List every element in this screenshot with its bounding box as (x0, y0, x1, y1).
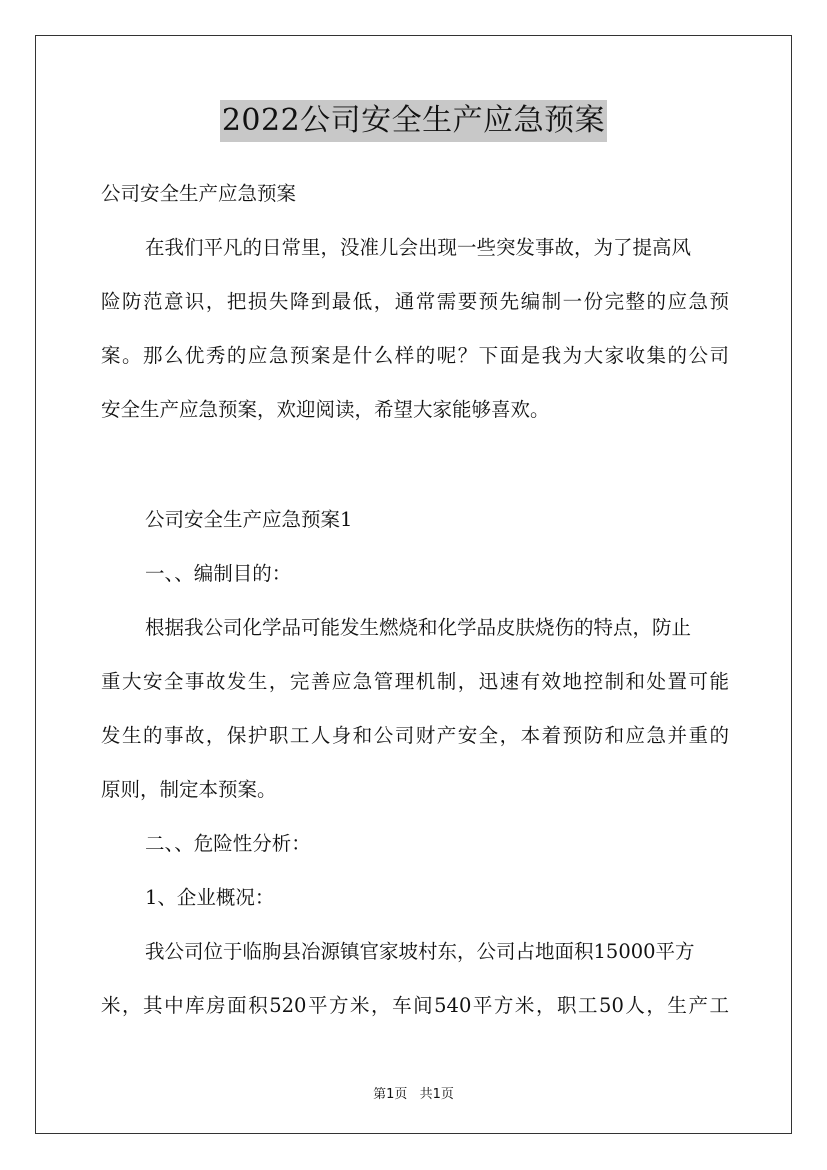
paragraph-line: 米，其中库房面积520平方米，车间540平方米，职工50人，生产工 (101, 994, 729, 1017)
paragraph-line: 险防范意识，把损失降到最低，通常需要预先编制一份完整的应急预 (101, 290, 729, 313)
paragraph-line: 原则，制定本预案。 (101, 778, 277, 801)
document-title: 2022公司安全生产应急预案 (220, 100, 607, 142)
section-heading: 1、企业概况： (145, 886, 275, 909)
paragraph-line: 案。那么优秀的应急预案是什么样的呢？下面是我为大家收集的公司 (101, 344, 729, 367)
paragraph-line: 重大安全事故发生，完善应急管理机制，迅速有效地控制和处置可能 (101, 670, 729, 693)
paragraph-line: 在我们平凡的日常里，没准儿会出现一些突发事故，为了提高风 (145, 236, 692, 259)
paragraph-line: 安全生产应急预案，欢迎阅读，希望大家能够喜欢。 (101, 398, 550, 421)
section-heading: 二、、危险性分析： (145, 832, 311, 855)
title-container (0, 100, 827, 142)
page-footer (0, 1083, 827, 1102)
paragraph-line: 发生的事故，保护职工人身和公司财产安全，本着预防和应急并重的 (101, 724, 729, 747)
page-number: 第1页 (373, 1087, 408, 1102)
paragraph-line: 根据我公司化学品可能发生燃烧和化学品皮肤烧伤的特点，防止 (145, 616, 692, 639)
subtitle-line: 公司安全生产应急预案 (101, 182, 297, 205)
total-pages: 共1页 (419, 1087, 454, 1102)
paragraph-line: 我公司位于临朐县冶源镇官家坡村东，公司占地面积15000平方 (145, 940, 695, 963)
section-heading: 公司安全生产应急预案1 (145, 508, 353, 531)
section-heading: 一、、编制目的： (145, 562, 292, 585)
